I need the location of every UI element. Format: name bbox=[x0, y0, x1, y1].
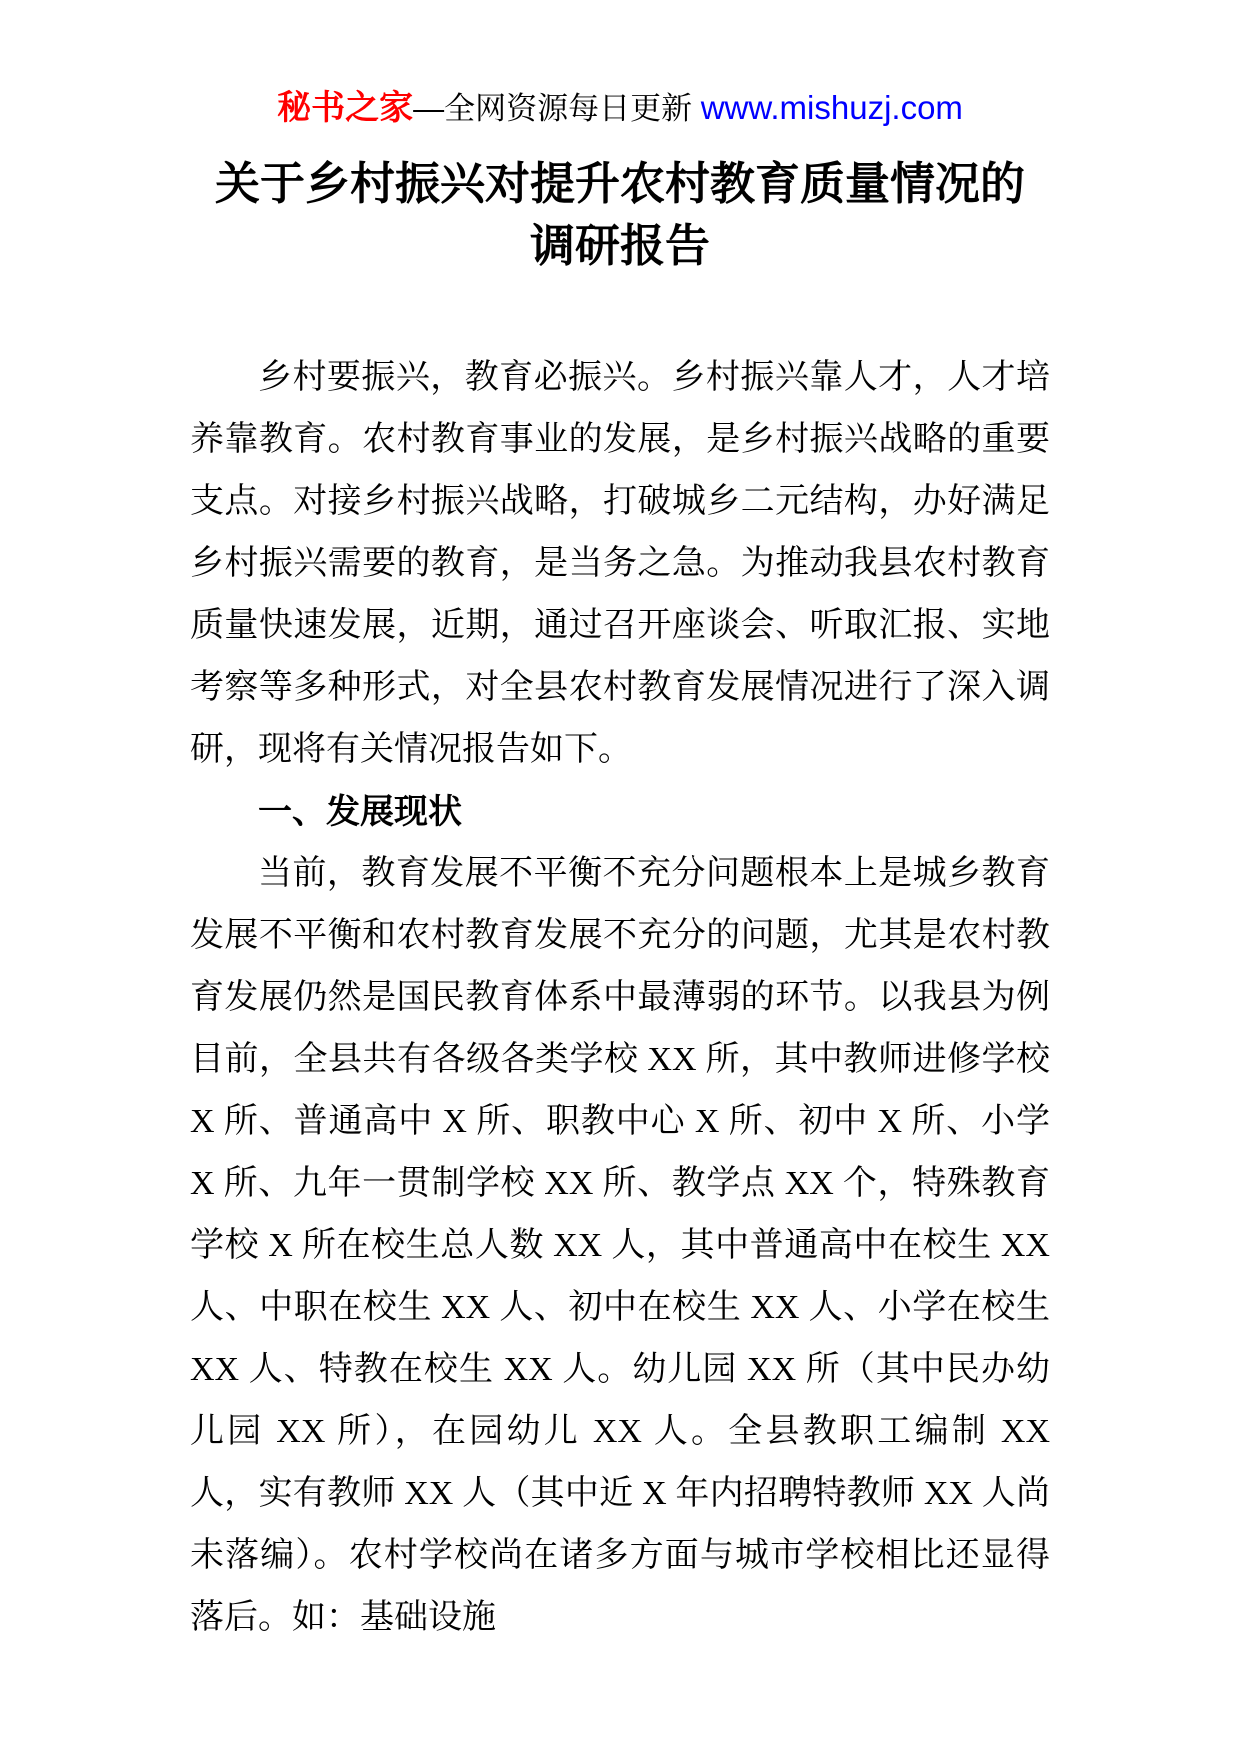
paragraph-development-status: 当前，教育发展不平衡不充分问题根本上是城乡教育发展不平衡和农村教育发展不充分的问题，尤其是农村教育发展仍然是国民教育体系中最薄弱的环节。以我县为例目前，全县共有各级各类学校 XX 所，其中教师进修学校 X 所、普通高中 X 所、职教中心 X 所、初中 X 所、小学 X 所、九年一贯制学校 XX 所、教学点 XX 个，特殊教育学校 X 所在校生总人数 XX 人，其中普通高中在校生 XX 人、中职在校生 XX 人、初中在校生 XX 人、小学在校生 XX 人、特教在校生 XX 人。幼儿园 XX 所（其中民办幼儿园 XX 所），在园幼儿 XX 人。全县教职工编制 XX 人，实有教师 XX 人（其中近 X 年内招聘特教师 XX 人尚未落编）。农村学校尚在诸多方面与城市学校相比还显得落后。如：基础设施 bbox=[190, 855, 1050, 1636]
document-title: 关于乡村振兴对提升农村教育质量情况的调研报告 bbox=[214, 158, 1025, 271]
site-tagline-text: —全网资源每日更新 bbox=[413, 91, 701, 126]
site-header bbox=[0, 88, 1240, 129]
site-brand-text: 秘书之家 bbox=[277, 89, 414, 127]
paragraph-introduction: 乡村要振兴，教育必振兴。乡村振兴靠人才，人才培养靠教育。农村教育事业的发展，是乡村振兴战略的重要支点。对接乡村振兴战略，打破城乡二元结构，办好满足乡村振兴需要的教育，是当务之急。为推动我县农村教育质量快速发展，近期，通过召开座谈会、听取汇报、实地考察等多种形式，对全县农村教育发展情况进行了深入调研，现将有关情况报告如下。 bbox=[190, 359, 1050, 768]
site-url-text: www.mishuzj.com bbox=[700, 89, 963, 126]
section-heading-development-status: 一、发展现状 bbox=[258, 793, 462, 831]
